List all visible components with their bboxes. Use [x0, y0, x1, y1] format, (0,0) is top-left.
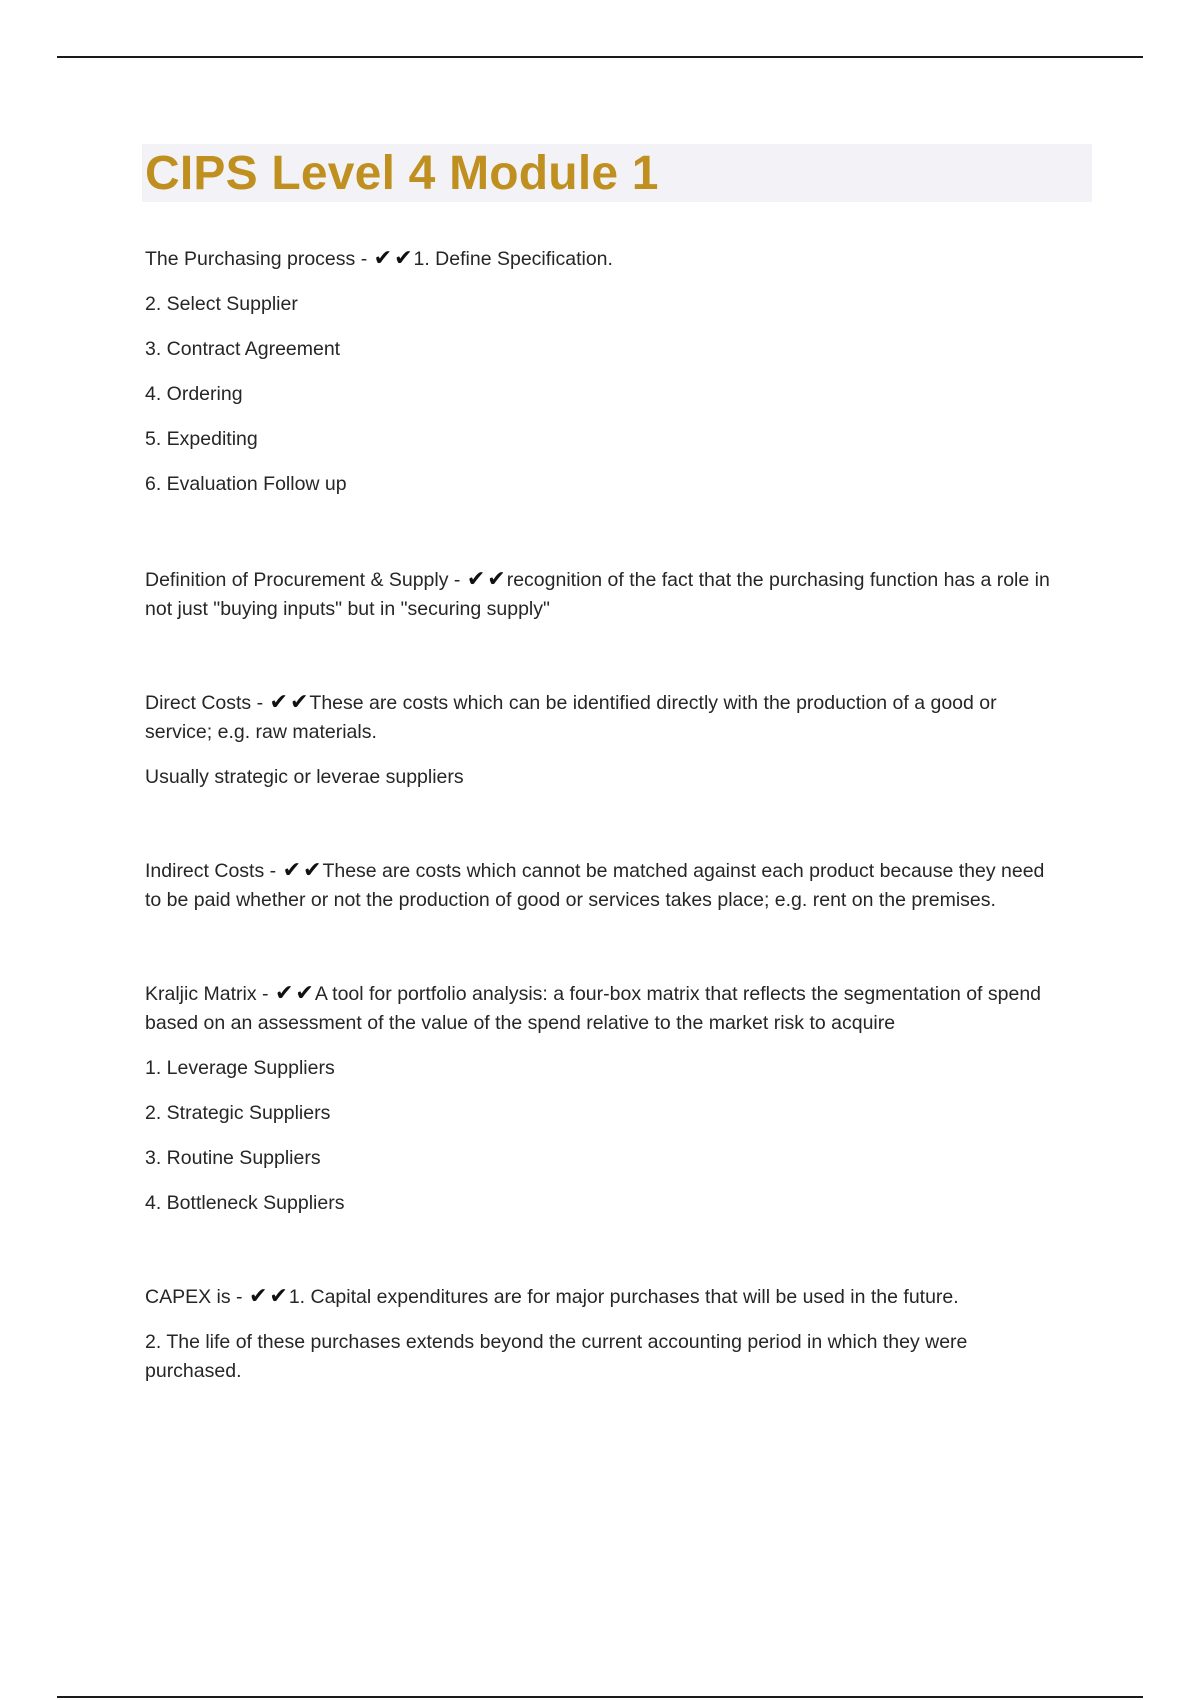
- check-icon: ✔: [269, 690, 288, 715]
- flashcard-entry: [145, 1282, 1065, 1386]
- entry-separator: -: [251, 692, 269, 714]
- entry-term: Kraljic Matrix: [145, 983, 257, 1005]
- flashcard-list: [145, 244, 1065, 1402]
- flashcard-entry: [145, 244, 1065, 499]
- entry-term: Indirect Costs: [145, 860, 265, 882]
- check-icon: ✔: [248, 1284, 268, 1309]
- check-icon: ✔: [303, 858, 322, 883]
- entry-main-line: [145, 1282, 1065, 1312]
- check-icon: ✔: [274, 981, 294, 1006]
- entry-separator: -: [256, 983, 274, 1005]
- entry-separator: -: [264, 860, 282, 882]
- flashcard-entry: [145, 565, 1065, 624]
- entry-list-line: 3. Contract Agreement: [145, 338, 341, 360]
- entry-list-line: 2. Strategic Suppliers: [145, 1102, 331, 1124]
- check-icon: ✔: [282, 858, 301, 883]
- page-top-rule: [57, 56, 1143, 58]
- check-icon: ✔: [269, 1284, 288, 1309]
- check-icon: ✔: [466, 567, 486, 592]
- check-icon: ✔: [487, 567, 506, 592]
- entry-main-line: [145, 244, 1065, 274]
- entry-definition: 1. Define Specification.: [413, 248, 613, 270]
- check-icon: ✔: [394, 246, 413, 271]
- entry-main-line: [145, 688, 1065, 747]
- entry-list-line: Usually strategic or leverae suppliers: [145, 766, 464, 788]
- page-bottom-rule: [57, 1696, 1143, 1698]
- entry-main-line: [145, 565, 1065, 624]
- flashcard-entry: [145, 688, 1065, 792]
- entry-separator: -: [230, 1286, 248, 1308]
- entry-term: The Purchasing process: [145, 248, 356, 270]
- page-title: CIPS Level 4 Module 1: [145, 147, 659, 200]
- flashcard-entry: [145, 856, 1065, 915]
- entry-list-line: 1. Leverage Suppliers: [145, 1057, 335, 1079]
- entry-list-line: 2. The life of these purchases extends beyond the current accounting period in which they were purchased.: [145, 1331, 968, 1382]
- entry-term: Definition of Procurement & Supply: [145, 569, 449, 591]
- entry-main-line: [145, 856, 1065, 915]
- entry-list-line: 4. Bottleneck Suppliers: [145, 1192, 345, 1214]
- entry-separator: -: [448, 569, 466, 591]
- entry-separator: -: [355, 248, 373, 270]
- entry-definition: 1. Capital expenditures are for major purchases that will be used in the future.: [288, 1286, 959, 1308]
- entry-list-line: 2. Select Supplier: [145, 293, 298, 315]
- entry-list-line: 4. Ordering: [145, 383, 243, 405]
- check-icon: ✔: [289, 690, 309, 715]
- entry-definition: A tool for portfolio analysis: a four-box matrix that reflects the segmentation of spend based on an assessment of the value of the spend relative to the market risk to acquire: [145, 983, 1042, 1034]
- entry-term: CAPEX is: [145, 1286, 231, 1308]
- entry-term: Direct Costs: [145, 692, 252, 714]
- entry-definition: These are costs which cannot be matched against each product because they need to be paid whether or not the production of good or services takes place; e.g. rent on the premises.: [145, 860, 1045, 911]
- entry-definition: recognition of the fact that the purchasing function has a role in not just "buying inputs" but in "securing supply": [145, 569, 1050, 620]
- entry-list-line: 5. Expediting: [145, 428, 258, 450]
- check-icon: ✔: [295, 981, 314, 1006]
- check-icon: ✔: [373, 246, 393, 271]
- entry-list-line: 3. Routine Suppliers: [145, 1147, 321, 1169]
- entry-definition: These are costs which can be identified directly with the production of a good or service; e.g. raw materials.: [145, 692, 997, 743]
- entry-main-line: [145, 979, 1065, 1038]
- entry-list-line: 6. Evaluation Follow up: [145, 473, 347, 495]
- flashcard-entry: [145, 979, 1065, 1218]
